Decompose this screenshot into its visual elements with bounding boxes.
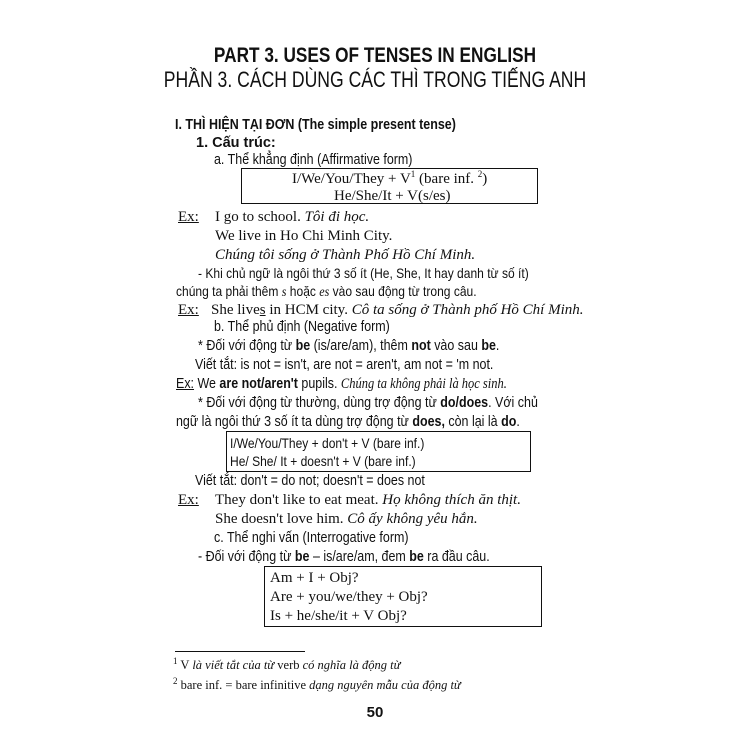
fn1-b: là viết tắt của từ: [192, 658, 275, 672]
neg-ex-label: Ex:: [176, 376, 195, 392]
title-english: PART 3. USES OF TENSES IN ENGLISH: [213, 44, 537, 67]
negative-formula-line1: [230, 434, 456, 452]
page-number: 50: [366, 704, 384, 721]
ex2-vi: Cô ta sống ở Thành phố Hồ Chí Minh.: [351, 302, 584, 318]
negative-formula-line2: [230, 452, 446, 470]
note1-line2: [176, 282, 526, 302]
ex2-en-s: s: [259, 302, 266, 318]
neg-be-d: not: [411, 338, 431, 354]
note1-part-c: vào sau động từ trong câu.: [329, 283, 477, 299]
ex1-label: Ex:: [178, 209, 199, 225]
negative-example: [176, 375, 561, 393]
ex1-line3: Chúng tôi sống ở Thành Phố Hồ Chí Minh.: [215, 247, 476, 263]
aff-formula-part-a: I/We/You/They + V: [292, 171, 411, 187]
neg-ord2-e: .: [516, 414, 520, 430]
ex3-line1-en: They don't like to eat meat.: [215, 492, 383, 508]
ex1-line2: We live in Ho Chi Minh City.: [215, 228, 393, 244]
neg-ord2-b: does,: [412, 414, 445, 430]
negative-be-rule: [198, 337, 548, 355]
ex2-en-b: in HCM city.: [265, 302, 352, 318]
neg-ord2-c: còn lại là: [444, 414, 502, 430]
affirmative-formula-line2: He/She/It + V(s/es): [334, 188, 451, 204]
int-be-a: - Đối với động từ: [198, 549, 295, 565]
section-heading-en: (The simple present tense): [297, 117, 456, 133]
note1-part-b: hoặc: [286, 283, 320, 299]
footnote-ref-1: 1: [410, 169, 416, 179]
fn2-b: dạng nguyên mẫu của động từ: [309, 678, 461, 692]
ex1-line1-en: I go to school.: [215, 209, 305, 225]
neg-ex-b: are not/aren't: [219, 376, 298, 392]
neg-ex-vi: Chúng ta không phải là học sinh.: [340, 376, 507, 392]
int-be-d: be: [409, 549, 424, 565]
neg-be-g: .: [495, 338, 500, 354]
fn2-a: bare inf. = bare infinitive: [177, 678, 310, 692]
neg-ord-a: * Đối với động từ thường, dùng trợ động từ: [198, 395, 441, 411]
ex3-line2-vi: Cô ấy không yêu hắn.: [347, 511, 478, 527]
fn1-c: verb: [274, 658, 303, 672]
note1-part-a: chúng ta phải thêm: [176, 283, 282, 299]
interrogative-be-rule: [198, 548, 537, 566]
int-be-b: be: [294, 549, 310, 565]
interrogative-label: [214, 529, 440, 547]
interrogative-formula-line3: Is + he/she/it + V Obj?: [270, 608, 407, 624]
ex3-line1: [215, 491, 521, 509]
int-be-c: – is/are/am, đem: [309, 549, 410, 565]
ex3-line2: [215, 510, 478, 528]
ex1-line1: [215, 208, 369, 226]
title-vietnamese: PHẦN 3. CÁCH DÙNG CÁC THÌ TRONG TIẾNG ANH: [163, 67, 587, 92]
fn1-d: có nghĩa là động từ: [302, 658, 401, 672]
aff-formula-part-b: (bare inf.: [415, 171, 478, 187]
negative-ordinary-rule-2: [176, 413, 576, 431]
ex3-line2-en: She doesn't love him.: [215, 511, 348, 527]
ex2-label: Ex:: [178, 302, 199, 318]
affirmative-formula-line1: [292, 170, 487, 188]
footnote-ref-2: 2: [477, 169, 483, 179]
negative-short-forms: [195, 356, 542, 374]
neg-ord2-d: do: [501, 414, 517, 430]
ex3-label: Ex:: [178, 492, 199, 508]
neg-ord2-a: ngữ là ngôi thứ 3 số ít ta dùng trợ động từ: [176, 414, 413, 430]
footnote-2: [173, 677, 461, 693]
footnote-separator: [175, 651, 305, 652]
neg-be-e: vào sau: [430, 338, 482, 354]
note1-line1-text: - Khi chủ ngữ là ngôi thứ 3 số ít (He, She, It hay danh từ số ít): [198, 265, 529, 281]
neg-ex-c: pupils.: [297, 376, 341, 392]
structure-label: 1. Cấu trúc:: [196, 135, 276, 151]
interrogative-label-text: c. Thể nghi vấn (Interrogative form): [214, 530, 409, 546]
affirmative-label-text: a. Thể khẳng định (Affirmative form): [214, 152, 413, 168]
ex1-line1-vi: Tôi đi học.: [304, 209, 370, 225]
neg-formula-line1-text: I/We/You/They + don't + V (bare inf.): [230, 435, 425, 451]
negative-label: [214, 318, 418, 336]
interrogative-formula-line2: Are + you/we/they + Obj?: [270, 589, 428, 605]
fn1-number: 1: [173, 655, 178, 666]
section-heading-vi: I. THÌ HIỆN TẠI ĐƠN: [175, 117, 295, 133]
negative-short2-text: Viết tắt: don't = do not; doesn't = does not: [195, 473, 425, 489]
ex2-en-a: She live: [211, 302, 260, 318]
note1-line1: [198, 264, 583, 282]
negative-ordinary-rule-1: [198, 394, 593, 412]
ex3-line1-vi: Họ không thích ăn thịt.: [382, 492, 521, 508]
negative-short-text: Viết tắt: is not = isn't, are not = aren't, am not = 'm not.: [195, 357, 494, 373]
negative-short-forms-2: [195, 472, 462, 490]
interrogative-formula-line1: Am + I + Obj?: [270, 570, 359, 586]
neg-ex-a: We: [194, 376, 220, 392]
fn2-number: 2: [173, 675, 178, 686]
footnote-1: [173, 657, 400, 673]
fn1-a: V: [177, 658, 193, 672]
section-heading: [175, 116, 502, 134]
neg-be-b: be: [295, 338, 311, 354]
affirmative-label: [214, 151, 445, 169]
negative-label-text: b. Thể phủ định (Negative form): [214, 319, 390, 335]
neg-formula-line2-text: He/ She/ It + doesn't + V (bare inf.): [230, 453, 416, 469]
neg-be-a: * Đối với động từ: [198, 338, 296, 354]
neg-ord-c: . Với chủ: [488, 395, 538, 411]
note1-s: s: [281, 285, 287, 300]
neg-be-c: (is/are/am), thêm: [310, 338, 412, 354]
ex2-line: [211, 301, 584, 319]
neg-ord-b: do/does: [440, 395, 489, 411]
aff-formula-part-c: ): [482, 171, 488, 187]
neg-be-f: be: [481, 338, 496, 354]
int-be-e: ra đầu câu.: [423, 549, 490, 565]
note1-es: es: [319, 285, 330, 300]
